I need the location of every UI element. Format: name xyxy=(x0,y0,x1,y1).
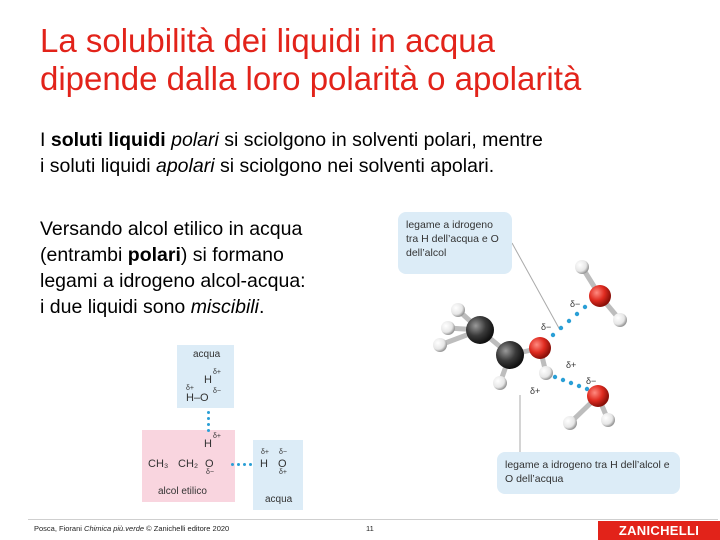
delta-minus-label: δ− xyxy=(206,469,214,476)
partial-charge: δ+ xyxy=(566,360,577,370)
partial-charge: δ+ xyxy=(530,386,541,396)
water-h-o-bond: H–O xyxy=(186,392,209,404)
hydrogen-atom xyxy=(433,338,447,352)
ch2-group: CH₂ xyxy=(178,458,199,470)
footer-book-title: Chimica più.verde xyxy=(84,524,145,533)
partial-charge: δ− xyxy=(570,299,581,309)
carbon-atom xyxy=(496,341,524,369)
delta-plus-label: δ+ xyxy=(279,469,287,476)
ch3-group: CH₃ xyxy=(148,458,169,470)
callout-leader xyxy=(512,243,560,330)
water-h-atom: H xyxy=(260,458,268,470)
delta-plus-label: δ+ xyxy=(213,369,221,376)
footer-authors: Posca, Fiorani xyxy=(34,524,85,533)
callout-alcohol-h-to-water-o: legame a idrogeno tra H dell’alcol e O dell’acqua xyxy=(497,452,680,494)
text: Versando alcol etilico in acqua xyxy=(40,218,303,240)
delta-minus-label: δ− xyxy=(279,449,287,456)
hydrogen-atom xyxy=(493,376,507,390)
hydrogen-atom xyxy=(601,413,615,427)
hydrogen-atom xyxy=(575,260,589,274)
carbon-atom xyxy=(466,316,494,344)
oxygen-atom xyxy=(587,385,609,407)
water-label-bottom: acqua xyxy=(265,494,293,505)
water-h-atom: H xyxy=(204,374,212,386)
italic-text: apolari xyxy=(155,155,215,177)
text: i due liquidi sono xyxy=(40,296,191,318)
italic-text: miscibili xyxy=(190,296,259,318)
water-label-top: acqua xyxy=(193,349,221,360)
text: i soluti liquidi xyxy=(40,155,156,177)
delta-plus-label: δ+ xyxy=(213,433,221,440)
alcohol-h-atom: H xyxy=(204,438,212,450)
page-number: 11 xyxy=(366,524,374,533)
title-line-1: La solubilità dei liquidi in acqua xyxy=(40,22,495,59)
oxygen-atom xyxy=(589,285,611,307)
text: (entrambi xyxy=(40,244,128,266)
footer-credit xyxy=(34,524,229,533)
partial-charge: δ− xyxy=(541,322,552,332)
text: si sciolgono nei solventi apolari. xyxy=(214,155,495,177)
hbond-dots-model xyxy=(551,305,589,391)
text: ) si formano xyxy=(180,244,284,266)
delta-plus-label: δ+ xyxy=(186,385,194,392)
alcohol-o-atom: O xyxy=(205,458,214,470)
hydrogen-atom xyxy=(441,321,455,335)
oxygen-atom xyxy=(529,337,551,359)
text: si sciolgono in solventi polari, mentre xyxy=(218,129,543,151)
water-o-atom: O xyxy=(278,458,287,470)
callout-water-h-to-alcohol-o: legame a idrogeno tra H dell’acqua e O dell’alcol xyxy=(398,212,512,274)
hydrogen-atom xyxy=(613,313,627,327)
bold-text: soluti liquidi xyxy=(50,129,166,151)
hydrogen-atom xyxy=(451,303,465,317)
zanichelli-logo: ZANICHELLI xyxy=(598,521,720,540)
delta-plus-label: δ+ xyxy=(261,449,269,456)
text: . xyxy=(258,296,265,318)
hydrogen-atom xyxy=(563,416,577,430)
text: I xyxy=(40,129,51,151)
footer-divider xyxy=(28,519,718,520)
bold-text: polari xyxy=(127,244,181,266)
footer-publisher: © Zanichelli editore 2020 xyxy=(144,524,230,533)
partial-charge: δ− xyxy=(586,376,597,386)
title-line-2: dipende dalla loro polarità o apolarità xyxy=(40,60,582,97)
delta-minus-label: δ− xyxy=(213,388,221,395)
alcohol-label: alcol etilico xyxy=(158,486,207,497)
text: legami a idrogeno alcol-acqua: xyxy=(40,270,306,292)
italic-text: polari xyxy=(171,129,219,151)
hydrogen-atom xyxy=(539,366,553,380)
